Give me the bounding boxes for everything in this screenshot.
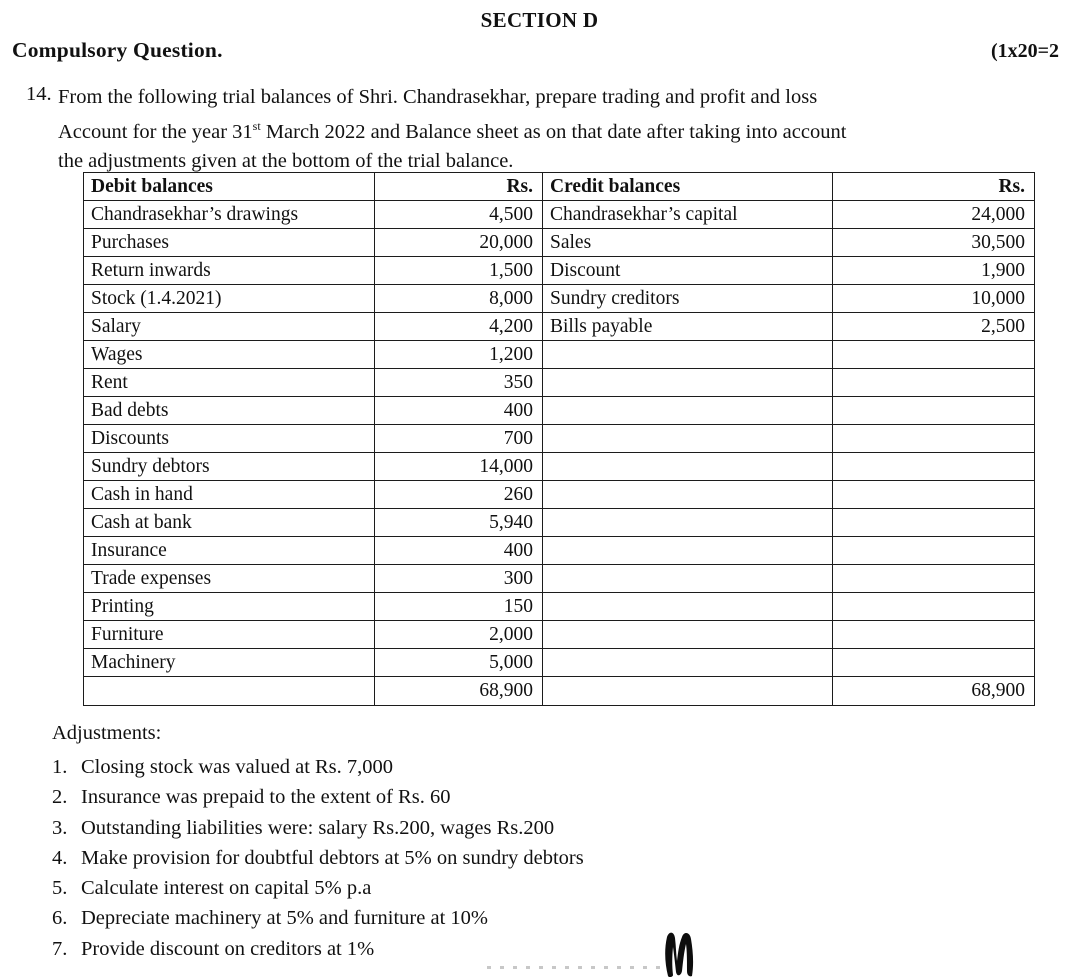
cell-credit-name xyxy=(543,621,833,649)
column-header-credit-balances: Credit balances xyxy=(543,173,833,201)
cell-debit-name: Machinery xyxy=(84,649,375,677)
table-row xyxy=(84,229,1035,257)
cell-credit-amount: 10,000 xyxy=(833,285,1035,313)
table-row xyxy=(84,481,1035,509)
adjustment-text: Outstanding liabilities were: salary Rs.200, wages Rs.200 xyxy=(81,816,555,839)
table-row xyxy=(84,341,1035,369)
cell-debit-name: Furniture xyxy=(84,621,375,649)
cell-credit-name xyxy=(543,677,833,706)
cell-credit-amount xyxy=(833,397,1035,425)
adjustment-item xyxy=(52,934,952,964)
cell-debit-amount: 150 xyxy=(375,593,543,621)
cell-credit-amount xyxy=(833,649,1035,677)
adjustment-index: 1. xyxy=(52,756,68,778)
table-row xyxy=(84,397,1035,425)
cell-credit-name xyxy=(543,481,833,509)
cell-credit-name: Sundry creditors xyxy=(543,285,833,313)
table-row xyxy=(84,565,1035,593)
cell-credit-amount xyxy=(833,537,1035,565)
cell-debit-amount: 1,200 xyxy=(375,341,543,369)
adjustments-list xyxy=(52,752,952,964)
table-row xyxy=(84,313,1035,341)
adjustment-text: Provide discount on creditors at 1% xyxy=(81,937,375,960)
cell-debit-name: Purchases xyxy=(84,229,375,257)
cell-credit-amount: 1,900 xyxy=(833,257,1035,285)
cell-debit-amount: 400 xyxy=(375,537,543,565)
cell-debit-name: Wages xyxy=(84,341,375,369)
cell-credit-amount: 2,500 xyxy=(833,313,1035,341)
table-row xyxy=(84,537,1035,565)
question-line-3: the adjustments given at the bottom of the trial balance. xyxy=(58,149,514,172)
cell-debit-name: Insurance xyxy=(84,537,375,565)
cell-debit-amount: 4,500 xyxy=(375,201,543,229)
cell-credit-amount xyxy=(833,481,1035,509)
cell-debit-name: Salary xyxy=(84,313,375,341)
cell-debit-amount: 20,000 xyxy=(375,229,543,257)
marks-allocation: (1x20=2 xyxy=(991,40,1060,62)
section-heading: SECTION D xyxy=(480,8,599,32)
cell-debit-name: Trade expenses xyxy=(84,565,375,593)
cell-credit-amount xyxy=(833,593,1035,621)
cell-credit-name xyxy=(543,509,833,537)
column-header-debit-amount: Rs. xyxy=(375,173,543,201)
cell-credit-name xyxy=(543,593,833,621)
cell-credit-name xyxy=(543,369,833,397)
cell-credit-name xyxy=(543,649,833,677)
table-row xyxy=(84,201,1035,229)
cell-debit-amount: 1,500 xyxy=(375,257,543,285)
cell-debit-amount: 14,000 xyxy=(375,453,543,481)
column-header-debit-balances: Debit balances xyxy=(84,173,375,201)
table-row xyxy=(84,285,1035,313)
cell-credit-name xyxy=(543,397,833,425)
adjustment-item xyxy=(52,873,952,903)
cell-debit-name: Rent xyxy=(84,369,375,397)
table-row xyxy=(84,593,1035,621)
adjustment-index: 5. xyxy=(52,877,68,900)
cell-credit-amount xyxy=(833,369,1035,397)
adjustment-item xyxy=(52,782,952,812)
cell-credit-name: Discount xyxy=(543,257,833,285)
table-row xyxy=(84,649,1035,677)
table-header-row xyxy=(84,173,1035,201)
cell-debit-amount: 5,940 xyxy=(375,509,543,537)
cell-credit-amount xyxy=(833,565,1035,593)
adjustment-text: Make provision for doubtful debtors at 5% on sundry debtors xyxy=(81,846,584,869)
cell-debit-amount: 8,000 xyxy=(375,285,543,313)
question-text xyxy=(58,83,1048,176)
cell-debit-name: Sundry debtors xyxy=(84,453,375,481)
adjustment-index: 7. xyxy=(52,937,68,960)
cell-credit-name: Sales xyxy=(543,229,833,257)
cell-debit-name xyxy=(84,677,375,706)
adjustment-text: Insurance was prepaid to the extent of Rs. 60 xyxy=(81,786,451,809)
adjustment-item xyxy=(52,903,952,933)
cell-credit-amount xyxy=(833,509,1035,537)
cell-credit-amount xyxy=(833,425,1035,453)
table-row xyxy=(84,425,1035,453)
table-row xyxy=(84,509,1035,537)
cell-credit-name xyxy=(543,565,833,593)
question-line-1: From the following trial balances of Shri. Chandrasekhar, prepare trading and profit and loss xyxy=(58,86,818,108)
trial-balance-table xyxy=(83,172,1035,706)
adjustment-index: 3. xyxy=(52,816,68,839)
cell-debit-amount: 2,000 xyxy=(375,621,543,649)
adjustment-text: Depreciate machinery at 5% and furniture at 10% xyxy=(81,907,488,930)
cell-debit-amount: 700 xyxy=(375,425,543,453)
cell-credit-name xyxy=(543,425,833,453)
adjustments-heading: Adjustments: xyxy=(52,722,162,744)
table-row xyxy=(84,257,1035,285)
table-row xyxy=(84,453,1035,481)
adjustment-index: 6. xyxy=(52,907,68,930)
cell-debit-amount: 300 xyxy=(375,565,543,593)
cell-credit-name: Bills payable xyxy=(543,313,833,341)
compulsory-question-label: Compulsory Question. xyxy=(12,38,223,62)
cell-debit-name: Stock (1.4.2021) xyxy=(84,285,375,313)
cell-credit-amount: 30,500 xyxy=(833,229,1035,257)
cell-credit-amount xyxy=(833,621,1035,649)
adjustment-index: 2. xyxy=(52,786,68,809)
cell-debit-name: Bad debts xyxy=(84,397,375,425)
cell-debit-amount: 350 xyxy=(375,369,543,397)
cell-debit-name: Return inwards xyxy=(84,257,375,285)
cell-credit-amount: 68,900 xyxy=(833,677,1035,706)
adjustment-index: 4. xyxy=(52,846,68,869)
table-row xyxy=(84,369,1035,397)
table-total-row xyxy=(84,677,1035,706)
adjustment-item xyxy=(52,813,952,843)
cell-credit-amount xyxy=(833,341,1035,369)
cell-debit-name: Discounts xyxy=(84,425,375,453)
cell-credit-name: Chandrasekhar’s capital xyxy=(543,201,833,229)
cell-credit-amount xyxy=(833,453,1035,481)
adjustment-text: Calculate interest on capital 5% p.a xyxy=(81,877,372,900)
adjustment-text: Closing stock was valued at Rs. 7,000 xyxy=(81,756,394,778)
trial-balance-body xyxy=(84,201,1035,706)
cell-credit-name xyxy=(543,453,833,481)
cell-credit-amount: 24,000 xyxy=(833,201,1035,229)
cell-credit-name xyxy=(543,341,833,369)
table-row xyxy=(84,621,1035,649)
question-line-2 xyxy=(58,112,1048,147)
dotted-rule-artifact xyxy=(487,966,662,969)
cell-debit-amount: 4,200 xyxy=(375,313,543,341)
cell-debit-amount: 5,000 xyxy=(375,649,543,677)
cell-debit-amount: 400 xyxy=(375,397,543,425)
cell-debit-amount: 68,900 xyxy=(375,677,543,706)
cell-debit-name: Printing xyxy=(84,593,375,621)
question-line-2-part-a: Account for the year 31 xyxy=(58,120,253,143)
handwritten-ink-mark-icon xyxy=(661,930,699,977)
question-line-2-part-b: March 2022 and Balance sheet as on that date after taking into account xyxy=(260,120,847,143)
cell-credit-name xyxy=(543,537,833,565)
ordinal-suffix: st xyxy=(252,119,261,133)
column-header-credit-amount: Rs. xyxy=(833,173,1035,201)
question-number: 14. xyxy=(26,83,52,105)
adjustment-item xyxy=(52,843,952,873)
cell-debit-name: Chandrasekhar’s drawings xyxy=(84,201,375,229)
cell-debit-amount: 260 xyxy=(375,481,543,509)
cell-debit-name: Cash in hand xyxy=(84,481,375,509)
cell-debit-name: Cash at bank xyxy=(84,509,375,537)
adjustment-item xyxy=(52,752,952,782)
